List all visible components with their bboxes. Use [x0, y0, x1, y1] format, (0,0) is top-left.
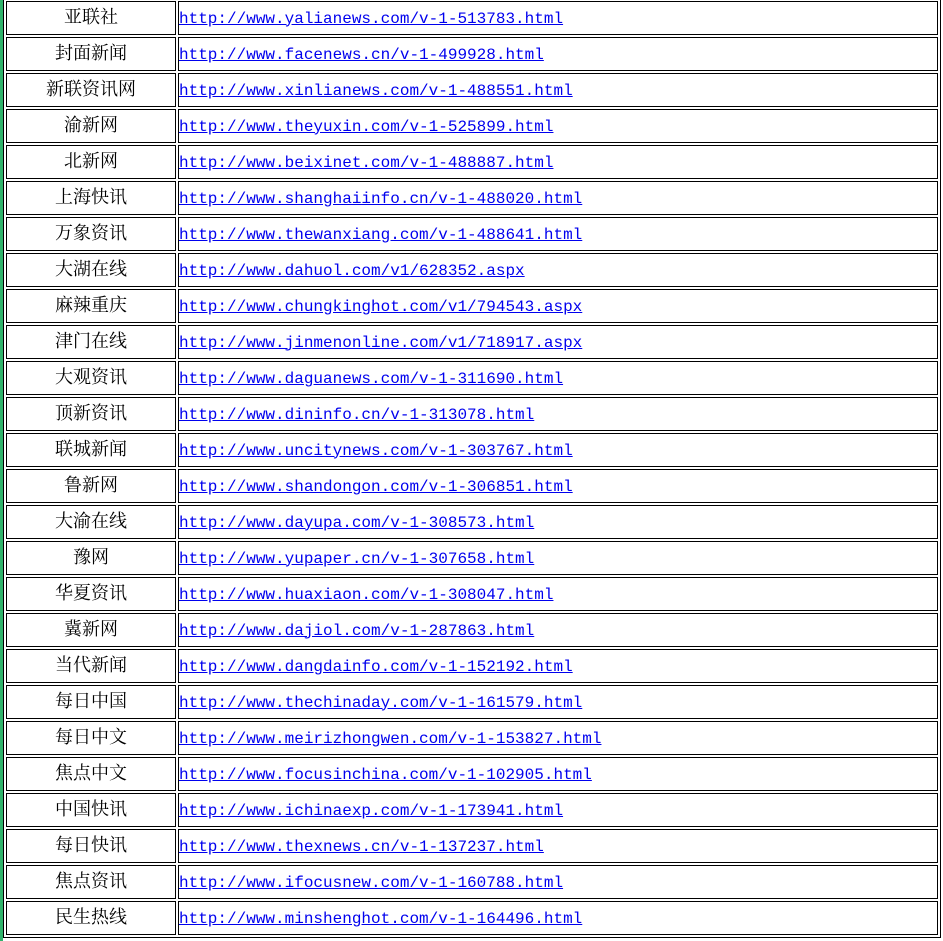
table-row: [6, 73, 938, 107]
table-row: [6, 685, 938, 719]
site-url-cell: [178, 793, 938, 827]
site-url-cell: [178, 577, 938, 611]
site-url-link[interactable]: http://www.huaxiaon.com/v-1-308047.html: [179, 585, 554, 604]
table-row: [6, 145, 938, 179]
table-row: [6, 865, 938, 899]
site-name-cell: 华夏资讯: [6, 577, 176, 611]
table-row: [6, 37, 938, 71]
site-url-link[interactable]: http://www.shanghaiinfo.cn/v-1-488020.html: [179, 189, 583, 208]
site-name-cell: 焦点中文: [6, 757, 176, 791]
site-url-cell: [178, 721, 938, 755]
site-url-link[interactable]: http://www.ichinaexp.com/v-1-173941.html: [179, 801, 564, 820]
site-url-link[interactable]: http://www.xinlianews.com/v-1-488551.html: [179, 81, 573, 100]
site-url-link[interactable]: http://www.dajiol.com/v-1-287863.html: [179, 621, 535, 640]
site-name-cell: 麻辣重庆: [6, 289, 176, 323]
site-url-cell: [178, 253, 938, 287]
site-name-cell: 新联资讯网: [6, 73, 176, 107]
table-row: [6, 649, 938, 683]
site-url-cell: [178, 1, 938, 35]
site-url-cell: [178, 289, 938, 323]
site-url-link[interactable]: http://www.beixinet.com/v-1-488887.html: [179, 153, 554, 172]
site-url-cell: [178, 181, 938, 215]
site-url-cell: [178, 433, 938, 467]
site-url-link[interactable]: http://www.theyuxin.com/v-1-525899.html: [179, 117, 554, 136]
site-url-cell: [178, 865, 938, 899]
site-url-cell: [178, 397, 938, 431]
site-url-cell: [178, 685, 938, 719]
table-row: [6, 505, 938, 539]
site-url-link[interactable]: http://www.yalianews.com/v-1-513783.html: [179, 9, 564, 28]
site-url-cell: [178, 757, 938, 791]
site-name-cell: 中国快讯: [6, 793, 176, 827]
table-row: [6, 721, 938, 755]
site-name-cell: 每日中文: [6, 721, 176, 755]
site-url-cell: [178, 829, 938, 863]
site-url-link[interactable]: http://www.meirizhongwen.com/v-1-153827.html: [179, 729, 602, 748]
site-url-link[interactable]: http://www.yupaper.cn/v-1-307658.html: [179, 549, 535, 568]
site-name-cell: 每日中国: [6, 685, 176, 719]
site-url-link[interactable]: http://www.thewanxiang.com/v-1-488641.html: [179, 225, 583, 244]
site-url-link[interactable]: http://www.thexnews.cn/v-1-137237.html: [179, 837, 544, 856]
site-url-link[interactable]: http://www.dahuol.com/v1/628352.aspx: [179, 261, 525, 280]
site-url-cell: [178, 37, 938, 71]
site-name-cell: 大观资讯: [6, 361, 176, 395]
site-url-cell: [178, 469, 938, 503]
table-row: [6, 901, 938, 935]
site-name-cell: 大湖在线: [6, 253, 176, 287]
site-url-cell: [178, 73, 938, 107]
site-url-link[interactable]: http://www.facenews.cn/v-1-499928.html: [179, 45, 544, 64]
table-row: [6, 1, 938, 35]
site-name-cell: 大渝在线: [6, 505, 176, 539]
table-row: [6, 181, 938, 215]
site-name-cell: 民生热线: [6, 901, 176, 935]
table-row: [6, 793, 938, 827]
site-url-link[interactable]: http://www.uncitynews.com/v-1-303767.html: [179, 441, 573, 460]
site-url-link[interactable]: http://www.dangdainfo.com/v-1-152192.html: [179, 657, 573, 676]
site-url-link[interactable]: http://www.ifocusnew.com/v-1-160788.html: [179, 873, 564, 892]
site-name-cell: 焦点资讯: [6, 865, 176, 899]
site-links-table: [3, 0, 941, 938]
site-url-link[interactable]: http://www.focusinchina.com/v-1-102905.html: [179, 765, 592, 784]
table-row: [6, 289, 938, 323]
table-row: [6, 577, 938, 611]
site-url-link[interactable]: http://www.shandongon.com/v-1-306851.html: [179, 477, 573, 496]
site-name-cell: 联城新闻: [6, 433, 176, 467]
site-name-cell: 上海快讯: [6, 181, 176, 215]
site-name-cell: 津门在线: [6, 325, 176, 359]
site-name-cell: 北新网: [6, 145, 176, 179]
site-url-link[interactable]: http://www.dayupa.com/v-1-308573.html: [179, 513, 535, 532]
site-name-cell: 顶新资讯: [6, 397, 176, 431]
site-url-cell: [178, 325, 938, 359]
site-url-link[interactable]: http://www.minshenghot.com/v-1-164496.html: [179, 909, 583, 928]
table-row: [6, 829, 938, 863]
site-url-cell: [178, 613, 938, 647]
site-url-cell: [178, 649, 938, 683]
site-url-cell: [178, 541, 938, 575]
site-name-cell: 当代新闻: [6, 649, 176, 683]
site-name-cell: 鲁新网: [6, 469, 176, 503]
table-row: [6, 361, 938, 395]
table-row: [6, 469, 938, 503]
table-row: [6, 325, 938, 359]
site-name-cell: 封面新闻: [6, 37, 176, 71]
site-name-cell: 亚联社: [6, 1, 176, 35]
site-url-link[interactable]: http://www.dininfo.cn/v-1-313078.html: [179, 405, 535, 424]
site-url-link[interactable]: http://www.daguanews.com/v-1-311690.html: [179, 369, 564, 388]
site-name-cell: 冀新网: [6, 613, 176, 647]
table-row: [6, 109, 938, 143]
site-url-cell: [178, 145, 938, 179]
table-row: [6, 433, 938, 467]
site-links-table-body: [6, 1, 938, 935]
table-row: [6, 397, 938, 431]
site-name-cell: 渝新网: [6, 109, 176, 143]
site-url-cell: [178, 217, 938, 251]
table-row: [6, 217, 938, 251]
site-url-cell: [178, 505, 938, 539]
site-name-cell: 万象资讯: [6, 217, 176, 251]
site-url-cell: [178, 361, 938, 395]
site-url-link[interactable]: http://www.thechinaday.com/v-1-161579.html: [179, 693, 583, 712]
site-url-link[interactable]: http://www.jinmenonline.com/v1/718917.aspx: [179, 333, 583, 352]
site-url-cell: [178, 109, 938, 143]
site-name-cell: 豫网: [6, 541, 176, 575]
table-row: [6, 757, 938, 791]
site-url-link[interactable]: http://www.chungkinghot.com/v1/794543.aspx: [179, 297, 583, 316]
table-row: [6, 253, 938, 287]
site-name-cell: 每日快讯: [6, 829, 176, 863]
table-row: [6, 541, 938, 575]
site-url-cell: [178, 901, 938, 935]
table-row: [6, 613, 938, 647]
